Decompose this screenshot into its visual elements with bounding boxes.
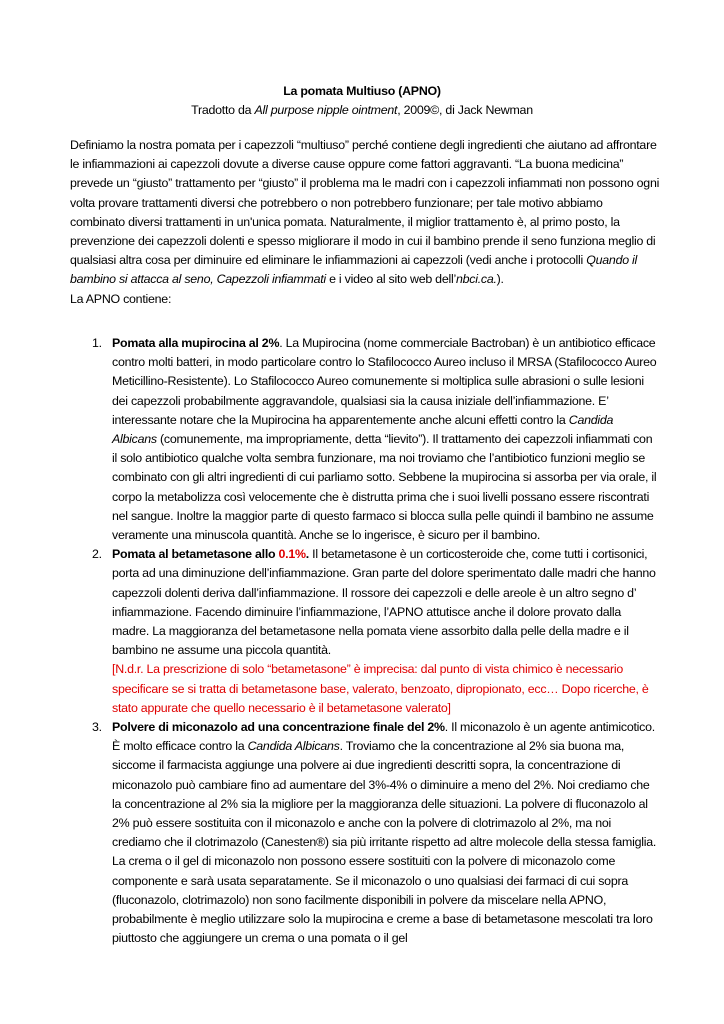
item-text: . La Mupirocina (nome commerciale Bactroban) è un antibiotico efficace contro molti batteri, in modo particolare contro lo Stafilococco Aureo incluso il MRSA (Stafilococco Aureo Meticillino-Resistente). Lo Stafilococco Aureo comunemente si moltiplica sulle abrasioni o sulle lesioni dei capezzoli probabilmente aggravandole, qualsiasi sia la causa iniziale dell’infiammazione. E’ interessante notare che la Mupirocina ha apparentemente anche alcuni effetti contro la	[112, 336, 657, 427]
item-text: . Troviamo che la concentrazione al 2% sia buona ma, siccome il farmacista aggiunge una polvere ai due ingredienti descritti sopra, la concentrazione di miconazolo può cambiare fino ad aumentare del 3%-4% o diminuire a meno del 2%. Noi crediamo che la concentrazione al 2% sia la migliore per la maggioranza delle situazioni. La polvere di fluconazolo al 2% può essere sostituita con il miconazolo e anche con la polvere di clotrimazolo al 2%, ma noi crediamo che il clotrimazolo (Canesten®) sia più irritante rispetto ad altre molecole della stessa famiglia. La crema o il gel di miconazolo non possono essere sostituiti con la polvere di miconazolo come componente e sarà usata separatamente. Se il miconazolo o uno qualsiasi dei farmaci di cui sopra (fluconazolo, clotrimazolo) non sono facilmente disponibili in polvere da miscelare nella APNO, probabilmente è meglio utilizzare solo la mupirocina e creme a base di betametasone mescolati tra loro piuttosto che aggiungere un crema o una pomata o il gel	[112, 739, 657, 946]
item-title-end: .	[305, 547, 309, 562]
item-title-highlight: 0.1%	[278, 547, 306, 562]
list-item	[70, 545, 660, 718]
ingredients-list	[70, 334, 660, 949]
intro-text-end: ).	[496, 272, 504, 287]
item-italic: Candida Albicans	[112, 412, 614, 447]
intro-protocols: Quando il bambino si attacca al seno, Capezzoli infiammati	[70, 253, 638, 287]
item-text: Il betametasone è un corticosteroide che, come tutti i cortisonici, porta ad una diminuzione dell’infiammazione. Gran parte del dolore sperimentato dalle madri che hanno capezzoli dolenti deriva dall’infiammazione. Il rossore dei capezzoli e delle areole è un altro segno d’ infiammazione. Facendo diminuire l’infiammazione, l’APNO attutisce anche il dolore provato dalla madre. La maggioranza del betametasone nella pomata viene assorbito dalla pelle della madre e il bambino ne assume una piccola quantità.	[112, 547, 656, 658]
list-number: 3.	[92, 720, 102, 735]
intro-text: Definiamo la nostra pomata per i capezzoli “multiuso” perché contiene degli ingredienti che aiutano ad affrontare le infiammazioni ai capezzoli dovute a diverse cause oppure come fattori aggravanti. “La buona medicina” prevede un “giusto” trattamento per “giusto” il problema ma le madri con i capezzoli infiammati non possono ogni volta provare trattamenti diversi che potrebbero o non potrebbero funzionare; per tale motivo abbiamo combinato diversi trattamenti in un'unica pomata. Naturalmente, il miglior trattamento è, al primo posto, la prevenzione dei capezzoli dolenti e spesso migliorare il modo in cui il bambino prende il seno funziona meglio di qualsiasi altra cosa per diminuire ed eliminare le infiammazioni ai capezzoli (vedi anche i protocolli	[70, 138, 660, 268]
intro-text-mid: e i video al sito web dell’	[325, 272, 456, 287]
intro-website: nbci.ca.	[455, 272, 497, 287]
intro-section	[70, 136, 660, 309]
item-title: Polvere di miconazolo ad una concentrazione finale del 2%	[112, 720, 445, 735]
intro-paragraph	[70, 136, 660, 290]
list-number: 2.	[92, 547, 102, 562]
list-item	[70, 718, 660, 948]
list-item	[70, 334, 660, 545]
subtitle-source-title: All purpose nipple ointment	[254, 103, 398, 117]
subtitle-suffix: , 2009©, di Jack Newman	[397, 103, 533, 117]
contains-line: La APNO contiene:	[70, 291, 172, 306]
item-text: (comunemente, ma impropriamente, detta “lievito”). Il trattamento dei capezzoli infiammati con il solo antibiotico qualche volta sembra funzionare, ma noi troviamo che l’antibiotico funzioni meglio se combinato con gli altri ingredienti di cui parliamo sotto. Sebbene la mupirocina si assorba per via orale, il corpo la metabolizza così velocemente che è distrutta prima che i suoi livelli possano essere riscontrati nel sangue. Inoltre la maggior parte di questo farmaco si blocca sulla pelle quindi il bambino ne assume veramente una minuscola quantità. Anche se lo ingerisce, è sicuro per il bambino.	[112, 432, 657, 543]
editor-note: [N.d.r. La prescrizione di solo “betametasone” è imprecisa: dal punto di vista chimico è necessario specificare se si tratta di betametasone base, valerato, benzoato, dipropionato, ecc… Dopo ricerche, è stato appurate che quello necessario è il betametasone valerato]	[112, 662, 649, 715]
list-number: 1.	[92, 336, 102, 350]
item-text: . Il miconazolo è un agente antimicotico. È molto efficace contro la	[112, 720, 655, 754]
document-title: La pomata Multiuso (APNO)	[283, 84, 441, 98]
item-italic: Candida Albicans	[247, 739, 340, 754]
item-title: Pomata al betametasone allo	[112, 547, 279, 562]
subtitle-prefix: Tradotto da	[191, 103, 255, 117]
item-title: Pomata alla mupirocina al 2%	[112, 336, 280, 350]
document-subtitle	[0, 101, 724, 120]
